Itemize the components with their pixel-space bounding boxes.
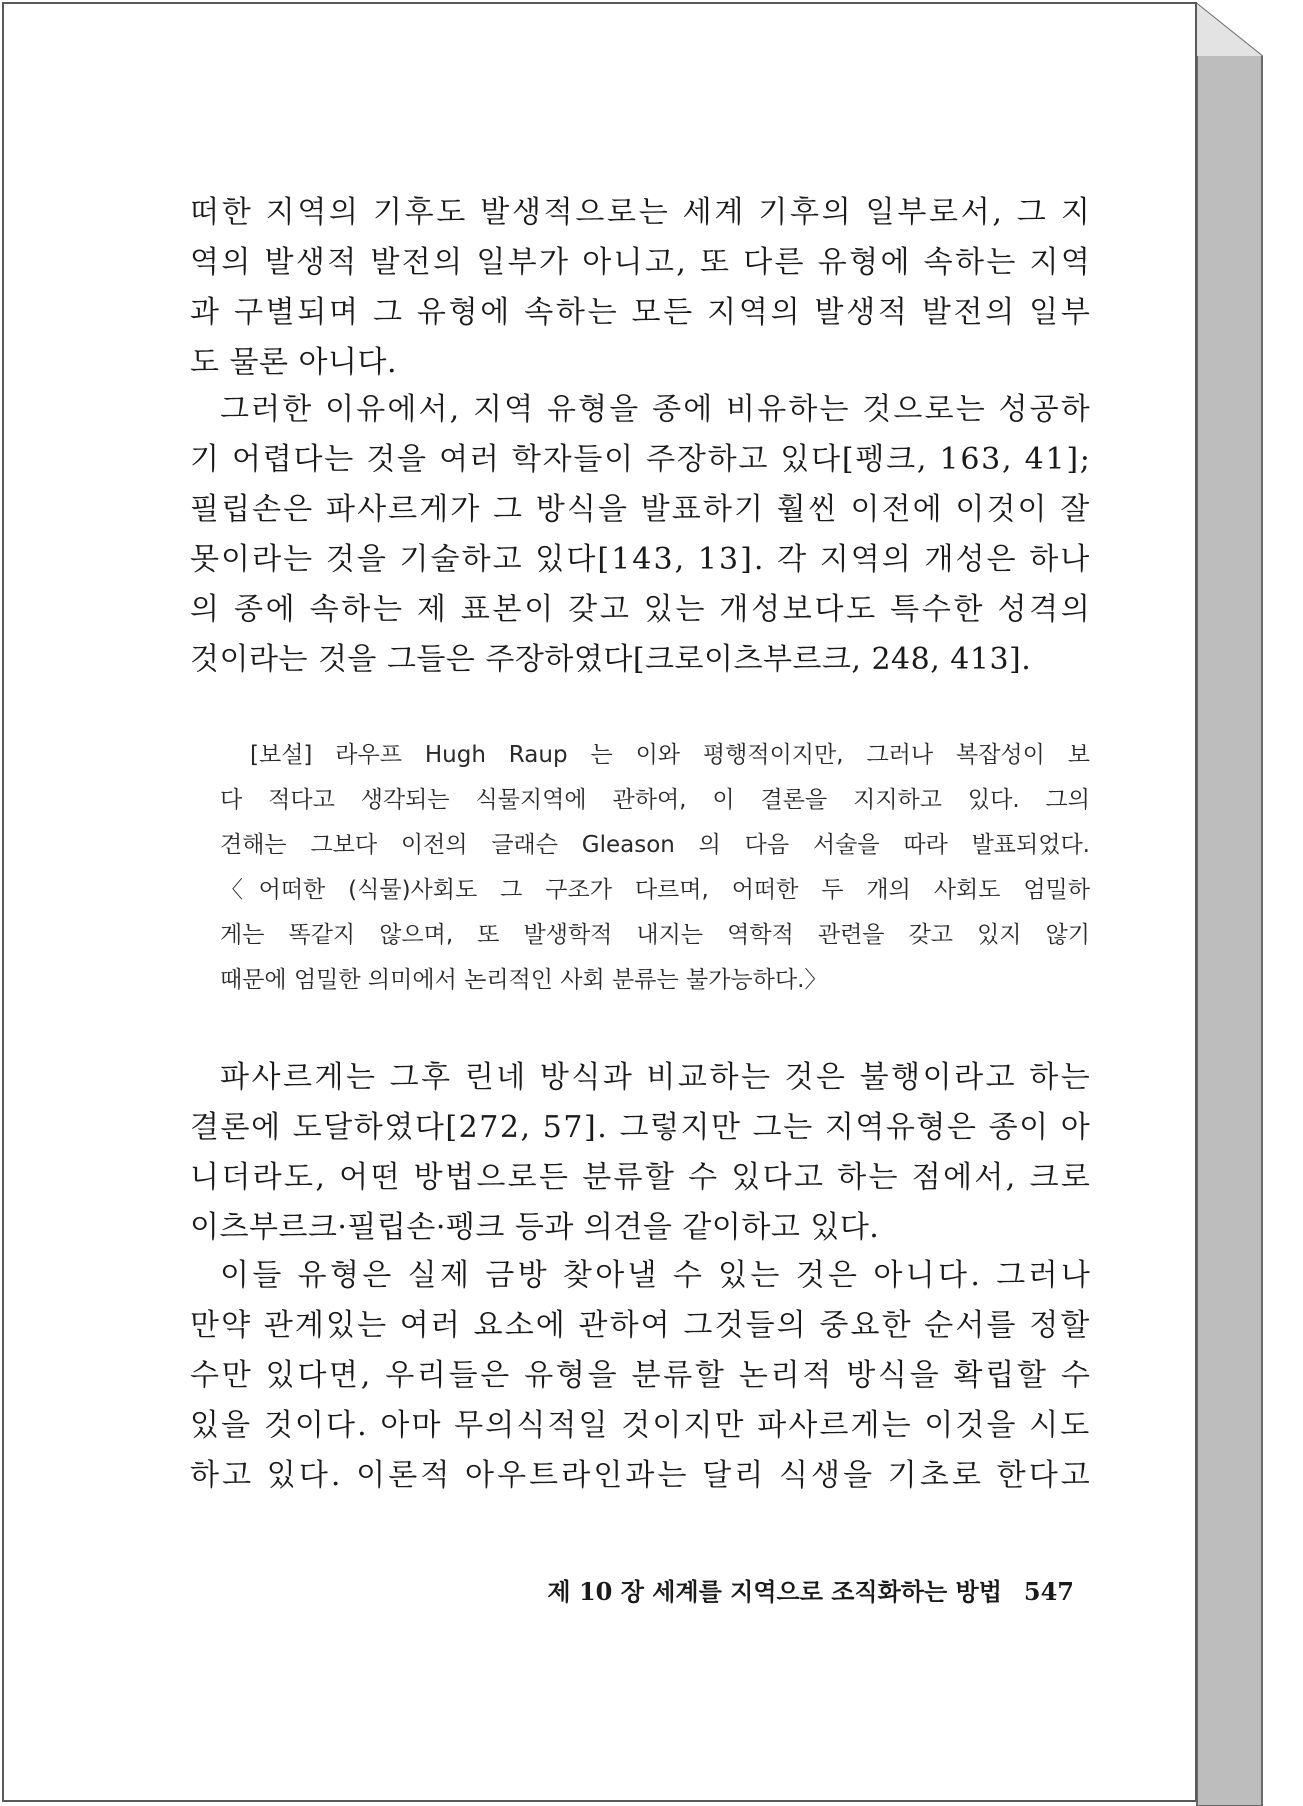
text-line: 도 물론 아니다. — [190, 345, 397, 380]
note-line: 때문에 엄밀한 의미에서 논리적인 사회 분류는 불가능하다.〉 — [220, 967, 828, 993]
text-line: 있을 것이다. 아마 무의식적일 것이지만 파사르게는 이것을 시도 — [190, 1408, 1092, 1443]
text-line: 의 종에 속하는 제 표본이 갖고 있는 개성보다도 특수한 성격의 — [190, 592, 1093, 627]
note-line: 게는 똑같지 않으며, 또 발생학적 내지는 역학적 관련을 갖고 있지 않기 — [220, 922, 1090, 948]
note-line: 다 적다고 생각되는 식물지역에 관하여, 이 결론을 지지하고 있다. 그의 — [220, 787, 1090, 813]
text-line: 것이라는 것을 그들은 주장하였다[크로이츠부르크, 248, 413]. — [190, 642, 1032, 677]
text-line: 이들 유형은 실제 금방 찾아낼 수 있는 것은 아니다. 그러나 — [220, 1258, 1094, 1293]
text-line: 하고 있다. 이론적 아우트라인과는 달리 식생을 기초로 한다고 — [190, 1458, 1093, 1493]
running-head: 제 10 장 세계를 지역으로 조직화하는 방법 — [547, 1577, 1002, 1606]
text-line: 못이라는 것을 기술하고 있다[143, 13]. 각 지역의 개성은 하나 — [190, 542, 1092, 577]
page-number: 547 — [1023, 1577, 1074, 1606]
text-line: 결론에 도달하였다[272, 57]. 그렇지만 그는 지역유형은 종이 아 — [190, 1110, 1092, 1145]
text-line: 만약 관계있는 여러 요소에 관하여 그것들의 중요한 순서를 정할 — [190, 1308, 1092, 1343]
note-line: [보설] 라우프 Hugh Raup 는 이와 평행적이지만, 그러나 복잡성이 보 — [250, 742, 1090, 768]
note-line: 〈어떠한 (식물)사회도 그 구조가 다르며, 어떠한 두 개의 사회도 엄밀하 — [220, 877, 1090, 903]
note-line: 견해는 그보다 이전의 글래슨 Gleason 의 다음 서술을 따라 발표되었다. — [220, 832, 1090, 858]
text-line: 과 구별되며 그 유형에 속하는 모든 지역의 발생적 발전의 일부 — [190, 295, 1093, 330]
text-line: 그러한 이유에서, 지역 유형을 종에 비유하는 것으로는 성공하 — [220, 392, 1092, 427]
page-footer — [500, 1572, 1074, 1612]
text-line: 떠한 지역의 기후도 발생적으로는 세계 기후의 일부로서, 그 지 — [190, 195, 1093, 230]
text-line: 역의 발생적 발전의 일부가 아니고, 또 다른 유형에 속하는 지역 — [190, 245, 1093, 280]
text-line: 니더라도, 어떤 방법으로든 분류할 수 있다고 하는 점에서, 크로 — [190, 1160, 1093, 1195]
text-line: 수만 있다면, 우리들은 유형을 분류할 논리적 방식을 확립할 수 — [190, 1358, 1093, 1393]
text-line: 필립손은 파사르게가 그 방식을 발표하기 훨씬 이전에 이것이 잘 — [190, 492, 1092, 527]
text-line: 이츠부르크·필립손·펭크 등과 의견을 같이하고 있다. — [190, 1210, 880, 1245]
text-line: 파사르게는 그후 린네 방식과 비교하는 것은 불행이라고 하는 — [220, 1060, 1093, 1095]
text-line: 기 어렵다는 것을 여러 학자들이 주장하고 있다[펭크, 163, 41]; — [190, 442, 1092, 477]
